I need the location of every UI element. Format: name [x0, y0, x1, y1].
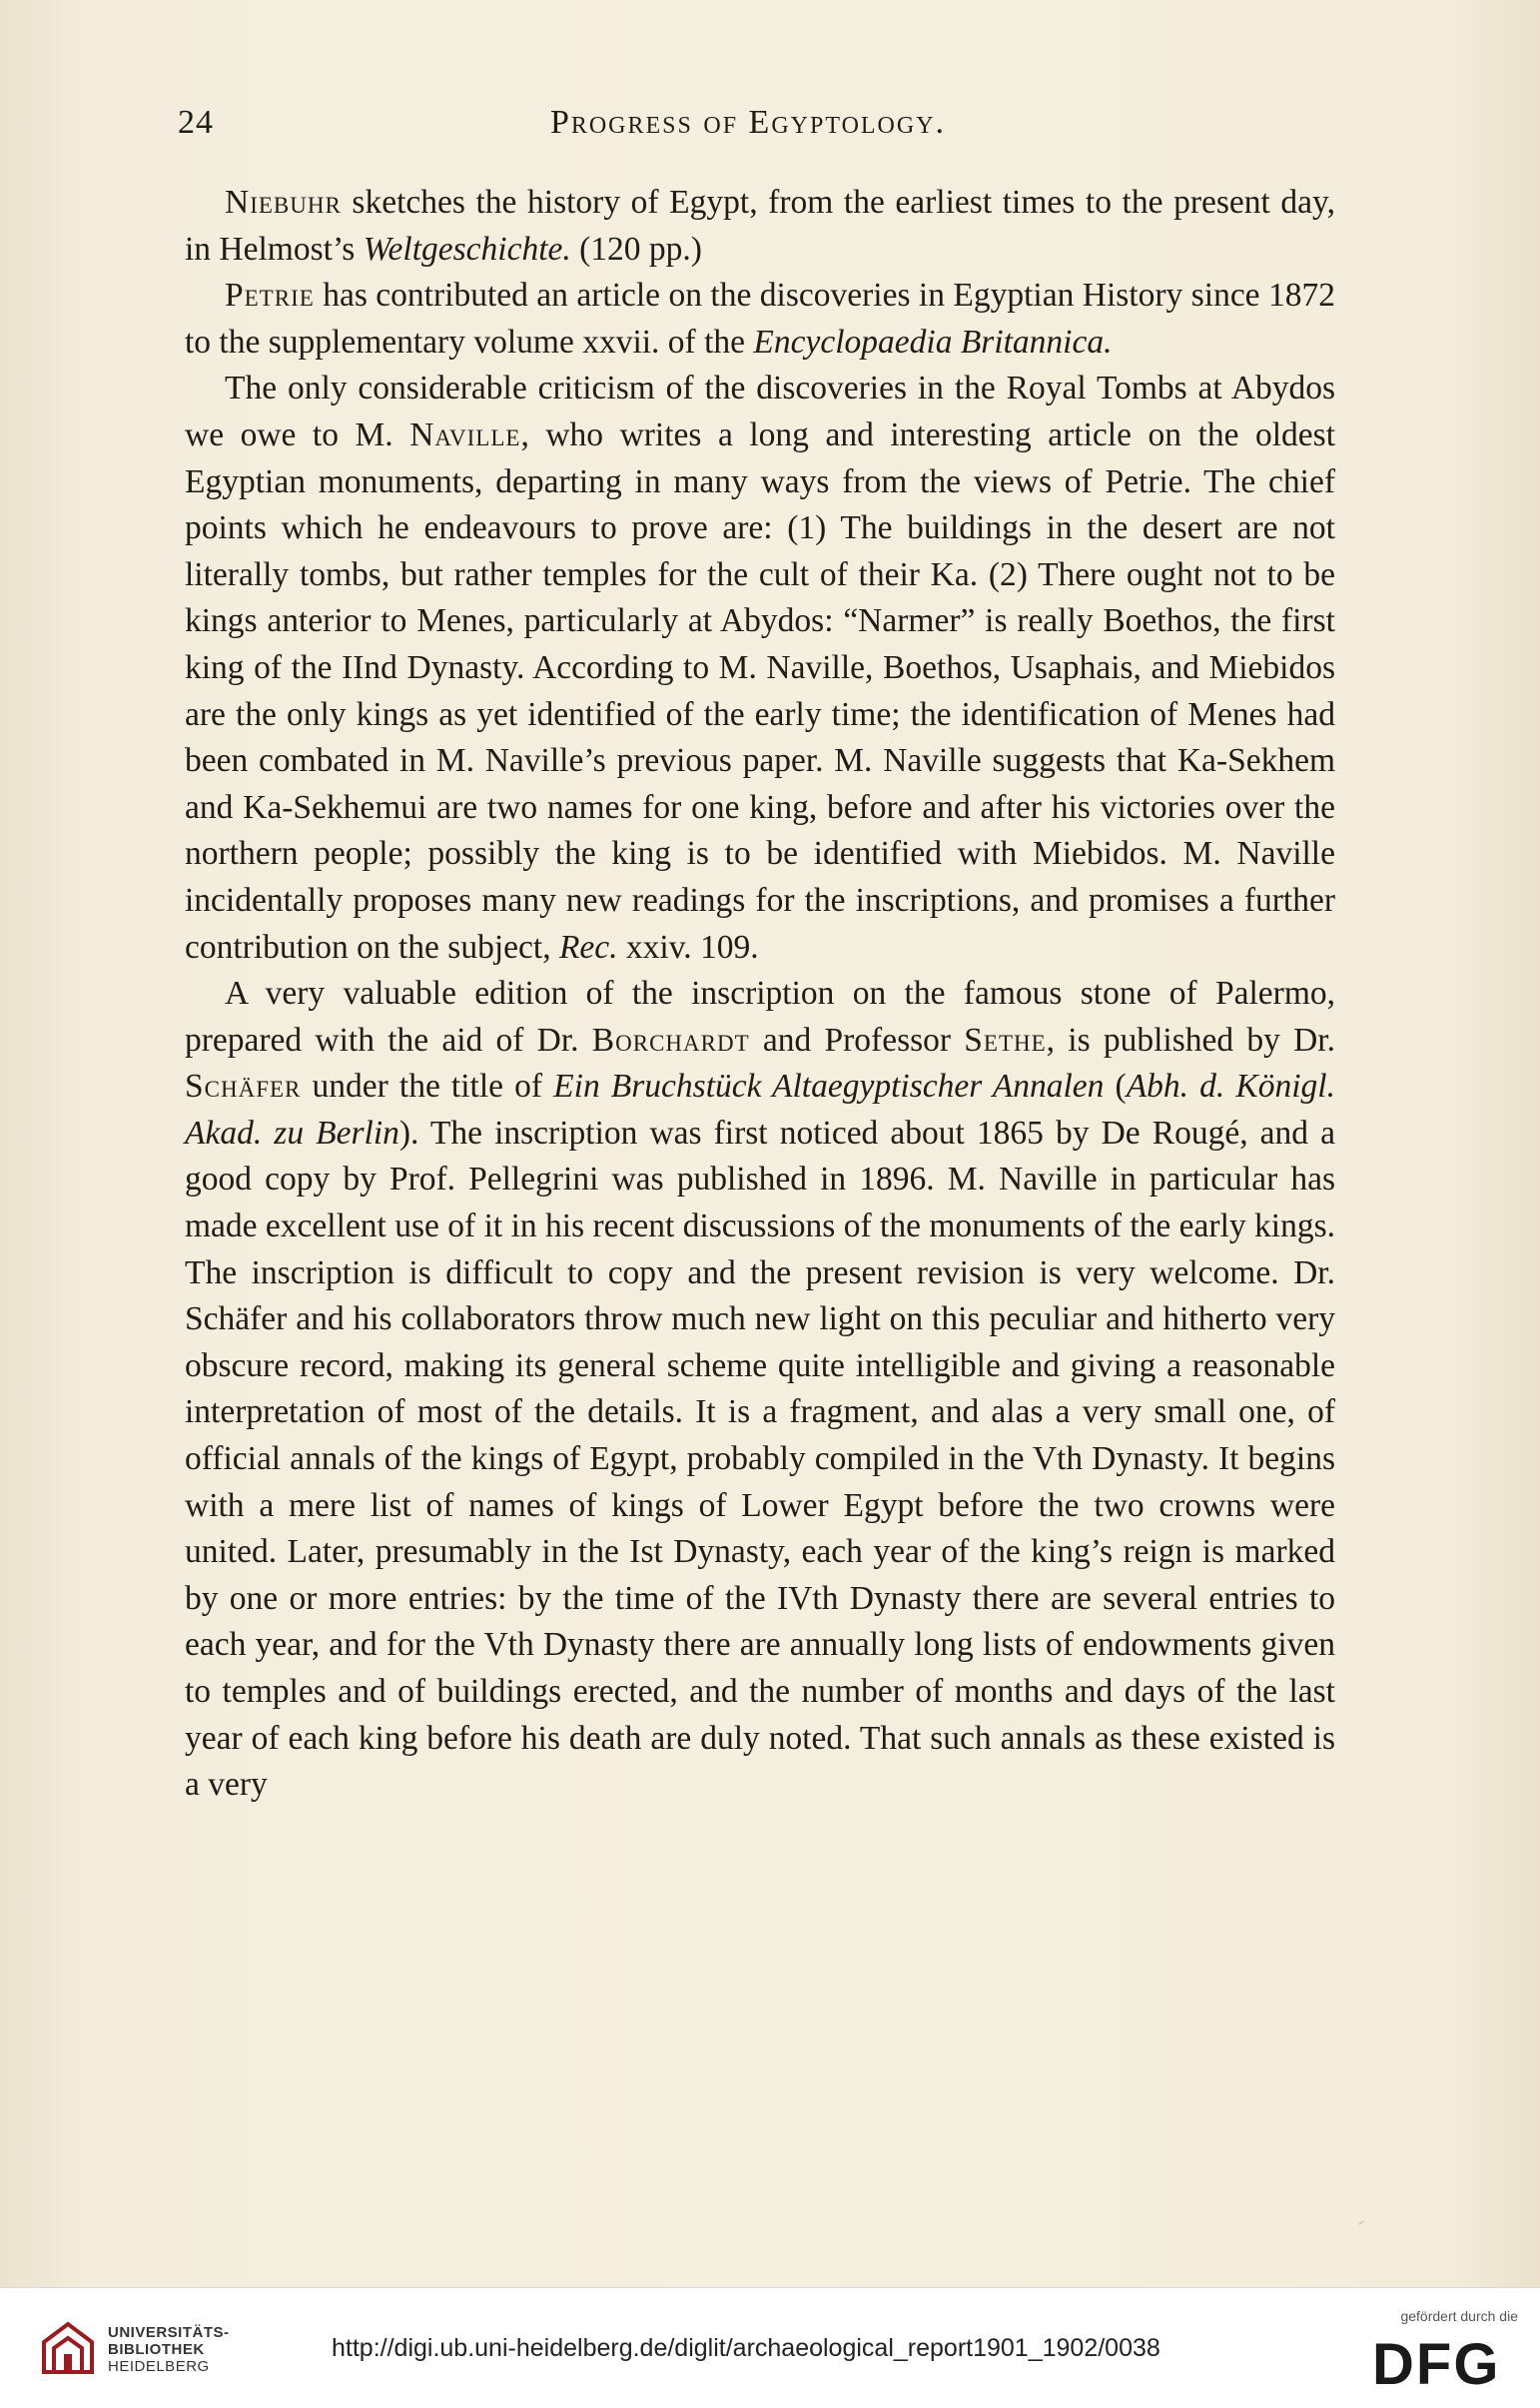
- paragraph-text: xxiv. 109.: [617, 928, 759, 966]
- dfg-logo-text: DFG: [1372, 2334, 1501, 2390]
- author-name: Borchardt: [591, 1021, 750, 1059]
- paragraph-text: under the title of: [301, 1068, 554, 1106]
- paragraph-text: and Professor: [749, 1021, 965, 1059]
- work-title: Encyclopaedia Britannica.: [753, 323, 1113, 361]
- paragraph-palermo-stone: [185, 971, 1335, 1809]
- library-name-line: HEIDELBERG: [108, 2358, 210, 2375]
- paragraph-text: (: [1104, 1068, 1127, 1106]
- paragraph-petrie: [185, 273, 1335, 366]
- scan-speck: [1358, 2221, 1364, 2225]
- paragraph-text: ). The inscription was first noticed about 1865 by De Rougé, and a good copy by Prof. Pellegrini was published in 1896. M. Naville in particular has made excellent use of it in his recent discussions of the monuments of the early kings. The inscription is difficult to copy and the present revision is very welcome. Dr. Schäfer and his collaborators throw much new light on this peculiar and hitherto very obscure record, making its general scheme quite intelligible and giving a reasonable interpretation of most of the details. It is a fragment, and alas a very small one, of official annals of the kings of Egypt, probably compiled in the Vth Dynasty. It begins with a mere list of names of kings of Lower Egypt before the two crowns were united. Later, presumably in the Ist Dynasty, each year of the king’s reign is marked by one or more entries: by the time of the IVth Dynasty there are several entries to each year, and for the Vth Dynasty there are annually long lists of endowments given to temples and of buildings erected, and the number of months and days of the last year of each king before his death are duly noted. That such annals as these existed is a very: [185, 1114, 1335, 1804]
- dfg-logo-icon: [1372, 2334, 1518, 2390]
- paragraph-text: A very valuable edition of the inscription on the famous stone of Palermo, prepared with the aid of Dr.: [185, 975, 1335, 1059]
- permalink-url[interactable]: http://digi.ub.uni-heidelberg.de/diglit/archaeological_report1901_1902/0038: [332, 2334, 1160, 2362]
- digitization-footer: [0, 2287, 1540, 2408]
- library-name-line: BIBLIOTHEK: [108, 2341, 205, 2358]
- paragraph-text: sketches the history of Egypt, from the earliest times to the present day, in Helmost’s: [185, 184, 1335, 268]
- work-title: Ein Bruchstück Altaegyptischer Annalen: [553, 1068, 1105, 1106]
- author-name: Naville: [409, 415, 521, 453]
- paragraph-naville: [185, 366, 1335, 971]
- author-name: Schäfer: [185, 1068, 302, 1106]
- paragraph-text: (120 pp.): [570, 230, 702, 268]
- paragraph-text: , who writes a long and interesting article on the oldest Egyptian monuments, departing in many ways from the views of Petrie. The chief points which he endeavours to prove are: (1) The buildings in the desert are not literally tombs, but rather temples for the cult of their Ka. (2) There ought not to be kings anterior to Menes, particularly at Abydos: “Narmer” is really Boethos, the first king of the IInd Dynasty. According to M. Naville, Boethos, Usaphais, and Miebidos are the only kings as yet identified of the early time; the identification of Menes had been combated in M. Naville’s previous paper. M. Naville suggests that Ka-Sekhem and Ka-Sekhemui are two names for one king, before and after his victories over the northern people; possibly the king is to be identified with Miebidos. M. Naville incidentally proposes many new readings for the inscriptions, and promises a further contribution on the subject,: [185, 415, 1335, 966]
- work-title: Weltgeschichte.: [363, 230, 571, 268]
- library-name: [108, 2324, 230, 2375]
- author-name: Sethe: [964, 1021, 1047, 1059]
- heidelberg-library-logo-icon: [38, 2318, 98, 2378]
- page-number: 24: [178, 104, 214, 141]
- page-header: [160, 104, 1336, 154]
- paragraph-text: The only considerable criticism of the discoveries in the Royal Tombs at Abydos we owe to M.: [185, 370, 1335, 453]
- paragraph-text: , is published by Dr.: [1046, 1021, 1335, 1059]
- library-name-line: UNIVERSITÄTS-: [108, 2324, 230, 2341]
- paragraph-text: has contributed an article on the discoveries in Egyptian History since 1872 to the supplementary volume xxvii. of the: [185, 277, 1335, 361]
- paragraph-niebuhr: [185, 180, 1335, 273]
- author-name: Niebuhr: [225, 184, 342, 221]
- journal-ref: Rec.: [558, 928, 618, 966]
- author-name: Petrie: [225, 277, 315, 315]
- body-text: [185, 180, 1335, 1809]
- journal-ref: Abh. d. Königl. Akad. zu Berlin: [185, 1068, 1335, 1152]
- funded-by-label: gefördert durch die: [1400, 2308, 1518, 2324]
- running-head: Progress of Egyptology.: [549, 104, 947, 141]
